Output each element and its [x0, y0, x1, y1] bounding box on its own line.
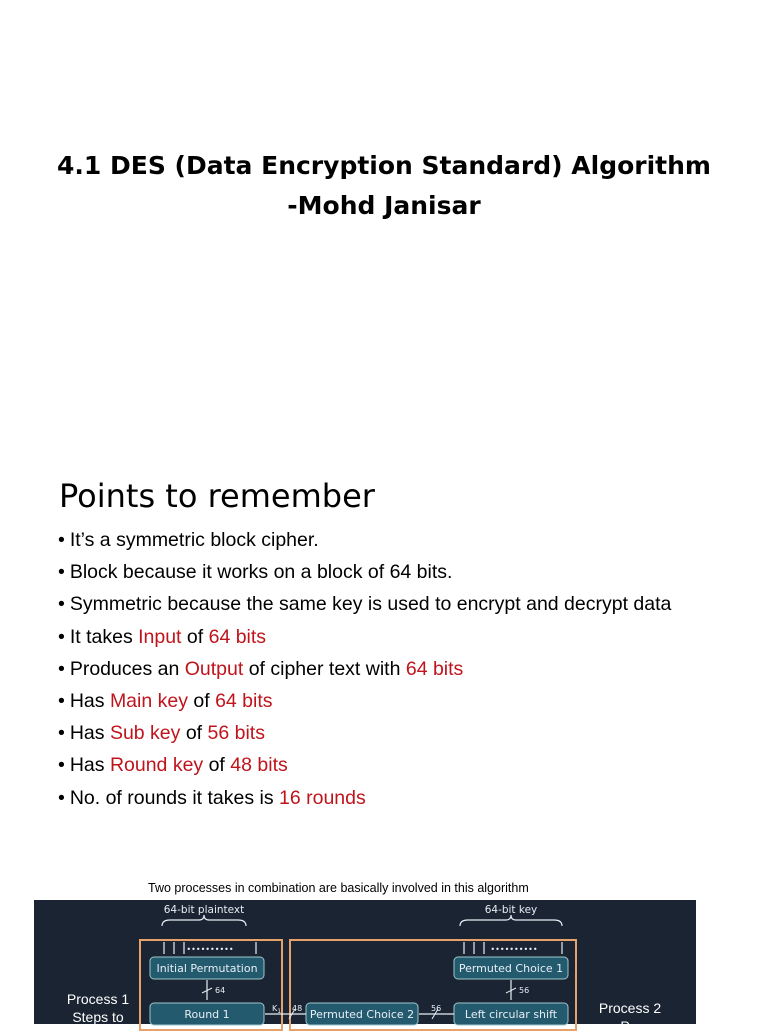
- bullet-dot: •: [58, 754, 65, 777]
- bullet-item: • It’s a symmetric block cipher.: [58, 529, 319, 551]
- diagram-caption: Two processes in combination are basically involved in this algorithm: [148, 881, 529, 895]
- permuted-choice-2-label: Permuted Choice 2: [309, 1008, 415, 1021]
- process-1-label: Process 1 Steps to: [66, 991, 130, 1025]
- process-2-label: Process 2 P...: [598, 1000, 662, 1034]
- bullet-item: • It takes Input of 64 bits: [58, 625, 267, 648]
- ip-bits-label: 64: [215, 986, 226, 995]
- bullet-dot: •: [58, 722, 65, 745]
- bullet-item: • Produces an Output of cipher text with 64 bits: [58, 657, 464, 680]
- pc1-bits-label: 56: [519, 986, 530, 995]
- bullet-list: [58, 524, 671, 814]
- bullet-item: • Block because it works on a block of 64 bits.: [58, 561, 453, 584]
- round-1-label: Round 1: [184, 1008, 230, 1021]
- bullet-item: • Symmetric because the same key is used to encrypt and decrypt data: [58, 593, 672, 616]
- left-circular-shift-label: Left circular shift: [464, 1008, 558, 1021]
- bullet-item: • Has Sub key of 56 bits: [58, 722, 265, 745]
- pc2-bits-label: 48: [292, 1004, 303, 1013]
- bullet-item: • No. of rounds it takes is 16 rounds: [58, 786, 366, 809]
- plaintext-label: 64-bit plaintext: [163, 904, 245, 916]
- bullet-dot: •: [58, 593, 65, 616]
- key-dots: ••••••••••: [490, 945, 538, 954]
- title-line-1: 4.1 DES (Data Encryption Standard) Algorithm: [57, 151, 711, 180]
- section-heading: Points to remember: [59, 477, 375, 515]
- plaintext-brace: [162, 915, 246, 926]
- bullet-dot: •: [58, 786, 65, 809]
- bullet-dot: •: [58, 561, 65, 584]
- bullet-dot: •: [58, 657, 65, 680]
- k1-label: $K_1$: [272, 1004, 282, 1015]
- permuted-choice-1-label: Permuted Choice 1: [458, 962, 564, 975]
- bullet-dot: •: [58, 625, 65, 648]
- bullet-dot: •: [58, 690, 65, 713]
- des-diagram: [34, 900, 696, 1034]
- bullet-item: • Has Round key of 48 bits: [58, 754, 288, 777]
- key-brace: [460, 915, 562, 926]
- bullet-dot: •: [58, 529, 65, 551]
- shift-bits-label: 56: [431, 1004, 442, 1013]
- title-line-2: -Mohd Janisar: [287, 191, 481, 220]
- initial-permutation-label: Initial Permutation: [156, 962, 258, 975]
- bullet-item: • Has Main key of 64 bits: [58, 690, 273, 713]
- plaintext-dots: ••••••••••: [186, 945, 234, 954]
- key-label: 64-bit key: [484, 904, 538, 916]
- page-title: [0, 146, 768, 226]
